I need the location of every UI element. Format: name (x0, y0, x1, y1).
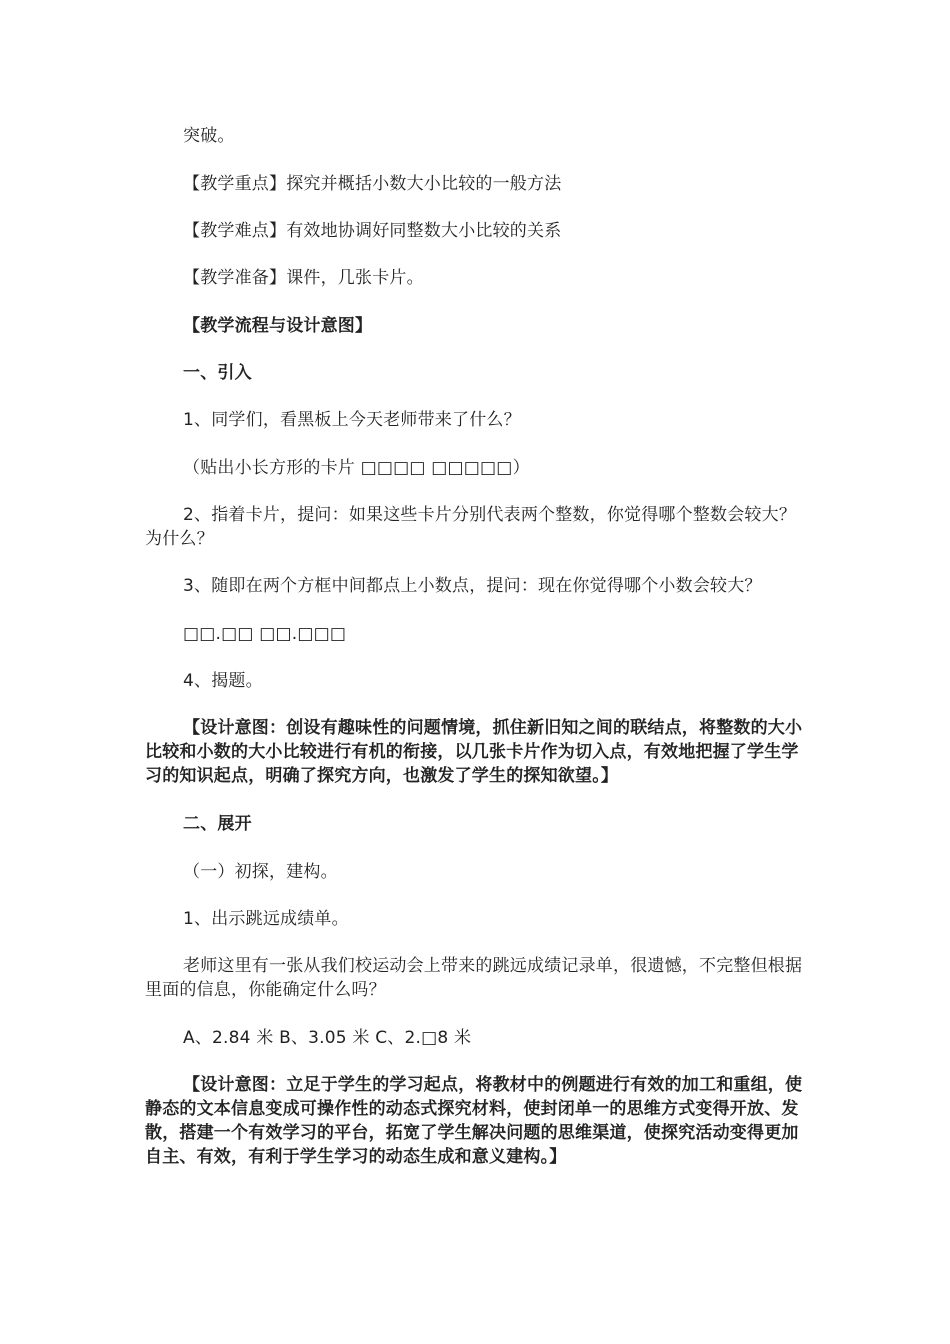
paragraph-teaching-preparation: 【教学准备】课件，几张卡片。 (183, 268, 424, 288)
paragraph-design-intent-1: 【设计意图：创设有趣味性的问题情境，抓住新旧知之间的联结点，将整数的大小比较和小数的大小比较进行有机的衔接，以几张卡片作为切入点，有效地把握了学生学习的知识起点，明确了探究方向，也激发了学生的探知欲望。】 (145, 718, 803, 786)
paragraph-step-3: 3、随即在两个方框中间都点上小数点，提问：现在你觉得哪个小数会较大？ (183, 576, 762, 596)
heading-section-two: 二、展开 (183, 814, 252, 834)
paragraph-teacher-record: 老师这里有一张从我们校运动会上带来的跳远成绩记录单，很遗憾，不完整但根据里面的信息，你能确定什么吗？ (145, 956, 803, 1000)
paragraph-step-2: 2、指着卡片，提问：如果这些卡片分别代表两个整数，你觉得哪个整数会较大？为什么？ (145, 505, 797, 549)
paragraph-show-results: 1、出示跳远成绩单。 (183, 909, 349, 929)
heading-section-one: 一、引入 (183, 363, 252, 383)
paragraph-step-1: 1、同学们，看黑板上今天老师带来了什么？ (183, 410, 521, 430)
paragraph-design-intent-2: 【设计意图：立足于学生的学习起点，将教材中的例题进行有效的加工和重组，使静态的文本信息变成可操作性的动态式探究材料，使封闭单一的思维方式变得开放、发散，搭建一个有效学习的平台，拓宽了学生解决问题的思维渠道，使探究活动变得更加自主、有效，有利于学生学习的动态生成和意义建构。】 (145, 1075, 803, 1167)
paragraph-step-4: 4、揭题。 (183, 671, 263, 691)
paragraph-subsection-one: （一）初探，建构。 (183, 862, 338, 882)
paragraph-card-note: （贴出小长方形的卡片 □□□□ □□□□□） (183, 458, 530, 478)
heading-teaching-process: 【教学流程与设计意图】 (183, 316, 373, 336)
paragraph-teaching-difficulty: 【教学难点】有效地协调好同整数大小比较的关系 (183, 221, 562, 241)
paragraph-results-list: A、2.84 米 B、3.05 米 C、2.□8 米 (183, 1028, 472, 1048)
paragraph-continuation: 突破。 (183, 126, 235, 146)
paragraph-box-decimals: □□.□□ □□.□□□ (183, 624, 347, 644)
paragraph-teaching-focus: 【教学重点】探究并概括小数大小比较的一般方法 (183, 174, 562, 194)
